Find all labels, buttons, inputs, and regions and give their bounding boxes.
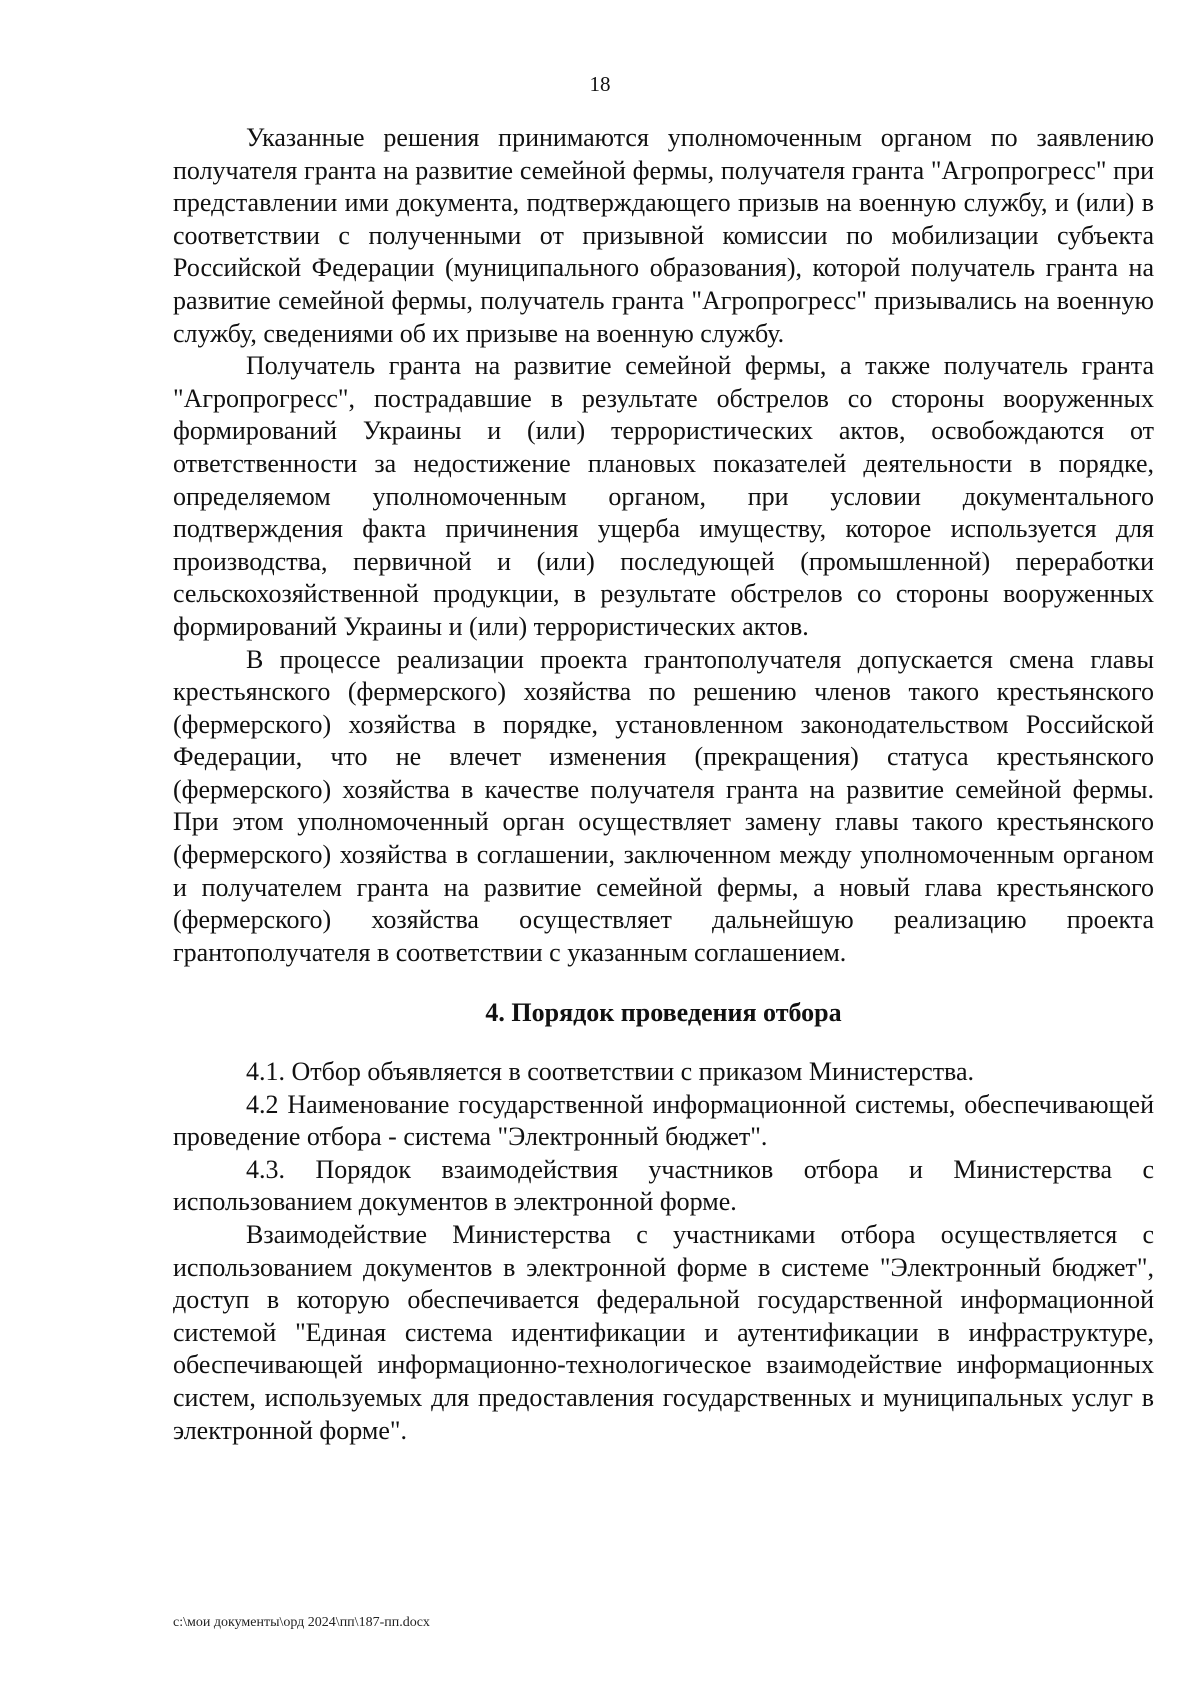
document-body (173, 122, 1154, 1447)
paragraph-4-2: 4.2 Наименование государственной информационной системы, обеспечивающей проведение отбора - система "Электронный бюджет". (173, 1089, 1154, 1152)
paragraph-decisions: Указанные решения принимаются уполномоченным органом по заявлению получателя гранта на развитие семейной фермы, получателя гранта "Агропрогресс" при представлении ими документа, подтверждающего призыв на военную службу, и (или) в соответствии с полученными от призывной комиссии по мобилизации субъекта Российской Федерации (муниципального образования), которой получатель гранта на развитие семейной фермы, получатель гранта "Агропрогресс" призывались на военную службу, сведениями об их призыве на военную службу. (173, 123, 1154, 348)
page-number: 18 (589, 72, 611, 96)
section-heading: 4. Порядок проведения отбора (485, 998, 842, 1028)
footer-file-path: c:\мои документы\орд 2024\пп\187-пп.docx (173, 1615, 430, 1630)
paragraph-liability-exemption: Получатель гранта на развитие семейной фермы, а также получатель гранта "Агропрогресс", пострадавшие в результате обстрелов со стороны вооруженных формирований Украины и (или) террористических актов, освобождаются от ответственности за недостижение плановых показателей деятельности в порядке, определяемом уполномоченным органом, при условии документального подтверждения факта причинения ущерба имуществу, которое используется для производства, первичной и (или) последующей (промышленной) переработки сельскохозяйственной продукции, в результате обстрелов со стороны вооруженных формирований Украины и (или) террористических актов. (173, 351, 1154, 641)
paragraph-interaction: Взаимодействие Министерства с участниками отбора осуществляется с использованием документов в электронной форме в системе "Электронный бюджет", доступ в которую обеспечивается федеральной государственной информационной системой "Единая система идентификации и аутентификации в инфраструктуре, обеспечивающей информационно-технологическое взаимодействие информационных систем, используемых для предоставления государственных и муниципальных услуг в электронной форме". (173, 1220, 1154, 1445)
paragraph-head-replacement: В процессе реализации проекта грантополучателя допускается смена главы крестьянского (фермерского) хозяйства по решению членов такого крестьянского (фермерского) хозяйства в порядке, установленном законодательством Российской Федерации, что не влечет изменения (прекращения) статуса крестьянского (фермерского) хозяйства в качестве получателя гранта на развитие семейной фермы. При этом уполномоченный орган осуществляет замену главы такого крестьянского (фермерского) хозяйства в соглашении, заключенном между уполномоченным органом и получателем гранта на развитие семейной фермы, а новый глава крестьянского (фермерского) хозяйства осуществляет дальнейшую реализацию проекта грантополучателя в соответствии с указанным соглашением. (173, 644, 1154, 967)
paragraph-4-1: 4.1. Отбор объявляется в соответствии с приказом Министерства. (246, 1057, 975, 1087)
paragraph-4-3: 4.3. Порядок взаимодействия участников отбора и Министерства с использованием документов в электронной форме. (173, 1154, 1154, 1217)
